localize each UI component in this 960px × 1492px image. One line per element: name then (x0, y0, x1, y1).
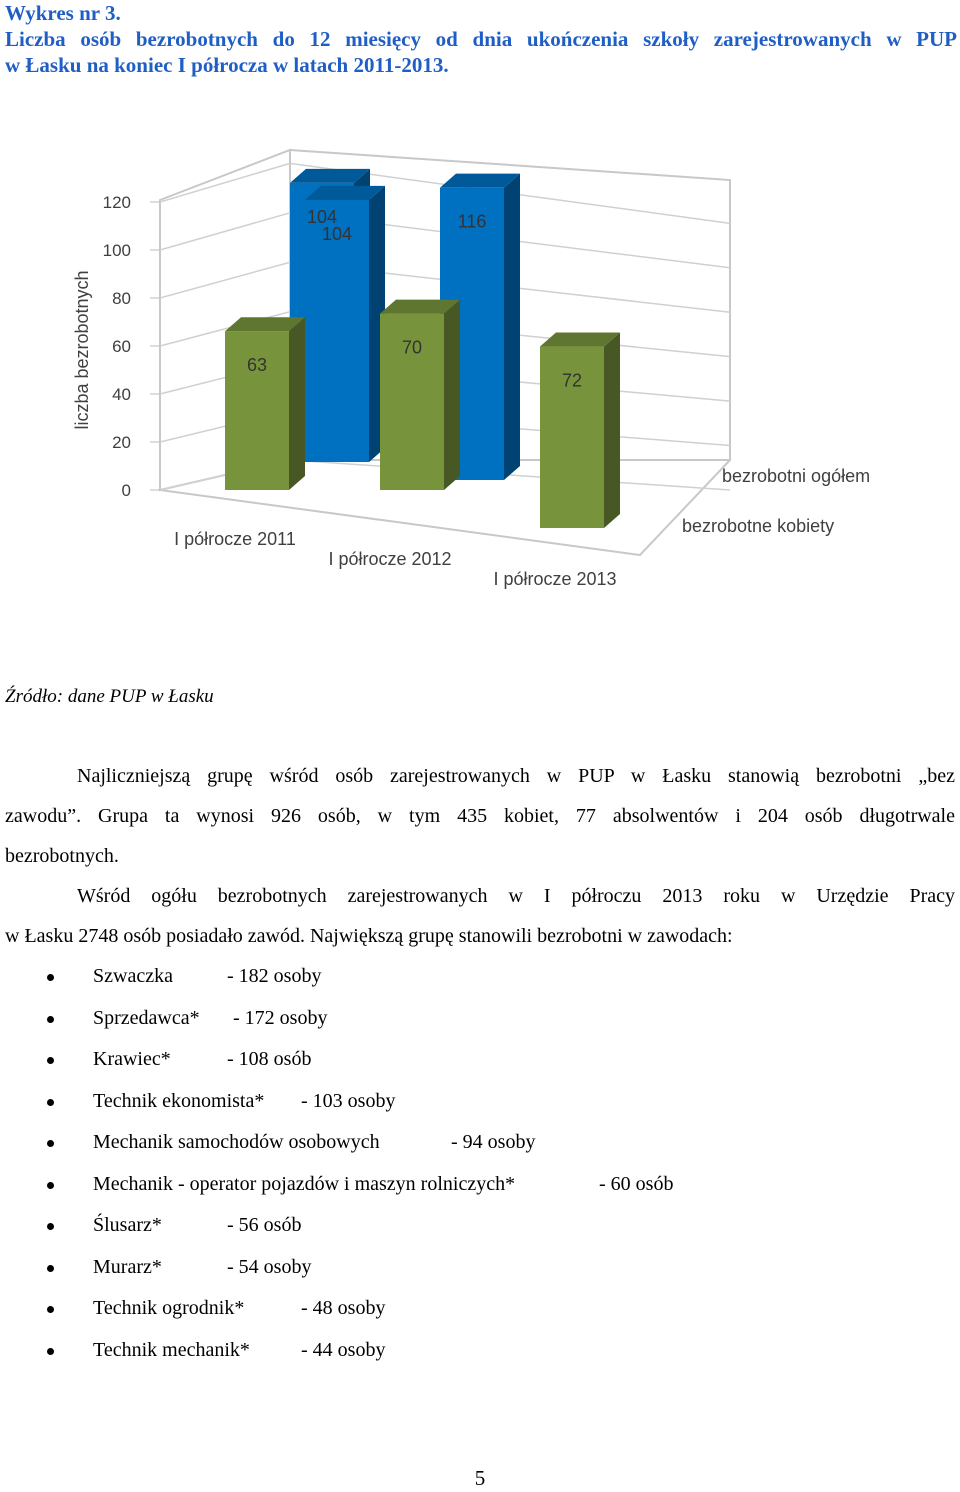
bullet-icon (47, 1016, 54, 1023)
occupation-count: - 54 osoby (227, 1255, 312, 1278)
bar-side-face (444, 300, 460, 490)
gridline-side (160, 213, 290, 250)
data-label: 72 (561, 370, 583, 391)
bullet-icon (47, 1099, 54, 1106)
occupation-count: - 182 osoby (227, 965, 322, 987)
data-label: 70 (401, 337, 423, 358)
figure-number: Wykres nr 3. (5, 1, 121, 25)
bullet-icon (47, 1057, 54, 1064)
page-number: 5 (474, 1466, 486, 1490)
bullet-icon (47, 1182, 54, 1189)
paragraph-no-profession (5, 756, 955, 876)
occupation-name: Ślusarz* (93, 1214, 162, 1236)
series-label-women: bezrobotne kobiety (682, 516, 835, 536)
y-tick-label: 120 (102, 193, 131, 212)
paragraph-1-line-2: zawodu”. Grupa ta wynosi 926 osób, w tym 435 kobiet, 77 absolwentów i 204 osób długotrwale (5, 805, 955, 827)
y-tick-label: 20 (112, 433, 131, 452)
occupation-name: Krawiec* (93, 1048, 171, 1070)
gridline-side (160, 262, 290, 298)
bullet-icon (47, 1306, 54, 1313)
x-category-label: I półrocze 2013 (493, 569, 617, 589)
bar-chart (0, 140, 960, 610)
occupation-name: Mechanik - operator pojazdów i maszyn rolniczych* (93, 1172, 516, 1195)
occupation-name: Szwaczka (93, 965, 173, 987)
occupation-name: Technik ogrodnik* (93, 1297, 245, 1319)
data-label: 63 (246, 355, 268, 376)
bar-women (380, 300, 460, 490)
occupation-name: Mechanik samochodów osobowych (93, 1131, 380, 1153)
data-label: 116 (457, 211, 487, 232)
chart-source: Źródło: dane PUP w Łasku (5, 686, 214, 707)
series-label-total: bezrobotni ogółem (722, 466, 871, 486)
bullet-icon (47, 1348, 54, 1355)
occupation-name: Sprzedawca* (93, 1006, 200, 1029)
bullet-icon (47, 974, 54, 981)
paragraph-2-line-2: w Łasku 2748 osób posiadało zawód. Największą grupę stanowili bezrobotni w zawodach: (5, 925, 733, 947)
y-tick-label: 80 (112, 289, 131, 308)
x-category-label: I półrocze 2011 (174, 529, 296, 549)
occupation-count: - 44 osoby (301, 1338, 386, 1361)
occupation-name: Technik ekonomista* (93, 1089, 265, 1112)
y-tick-label: 0 (121, 481, 131, 500)
occupation-count: - 60 osób (599, 1172, 674, 1195)
occupation-count: - 103 osoby (301, 1089, 396, 1112)
bar-women (540, 333, 620, 528)
x-category-label: I półrocze 2012 (328, 549, 452, 569)
y-tick-label: 40 (112, 385, 131, 404)
bullet-icon (47, 1265, 54, 1272)
y-axis-ticks (103, 193, 160, 500)
bar-side-face (604, 333, 620, 528)
paragraph-1-line-3: bezrobotnych. (5, 845, 119, 867)
paragraph-2-line-1: Wśród ogółu bezrobotnych zarejestrowanych w I półroczu 2013 roku w Urzędzie Pracy (77, 885, 955, 907)
paragraph-professions (5, 876, 955, 956)
figure-title-line-2: w Łasku na koniec I półrocza w latach 2011-2013. (5, 53, 449, 77)
y-tick-label: 100 (102, 241, 131, 260)
occupation-count: - 56 osób (227, 1214, 302, 1236)
bullet-icon (47, 1223, 54, 1230)
bullet-icon (47, 1140, 54, 1147)
bar-side-face (289, 317, 305, 490)
occupation-count: - 94 osoby (451, 1131, 536, 1153)
paragraph-1-line-1: Najliczniejszą grupę wśród osób zarejestrowanych w PUP w Łasku stanowią bezrobotni „bez (77, 765, 955, 787)
chart-bars (225, 169, 620, 528)
occupation-count: - 48 osoby (301, 1297, 386, 1319)
y-tick-label: 60 (112, 337, 131, 356)
occupation-count: - 108 osób (227, 1048, 312, 1070)
data-label: 104 (321, 223, 353, 244)
bar-side-face (504, 174, 520, 480)
chart-heading (5, 0, 957, 78)
data-label: 104 (306, 206, 338, 227)
bar-women (225, 317, 305, 490)
occupation-name: Murarz* (93, 1255, 162, 1278)
figure-title-line-1: Liczba osób bezrobotnych do 12 miesięcy od dnia ukończenia szkoły zarejestrowanych w PUP (5, 27, 957, 51)
occupation-count: - 172 osoby (233, 1006, 328, 1029)
occupation-name: Technik mechanik* (93, 1338, 250, 1361)
y-axis-label: liczba bezrobotnych (72, 270, 92, 430)
gridline-side (160, 163, 290, 202)
